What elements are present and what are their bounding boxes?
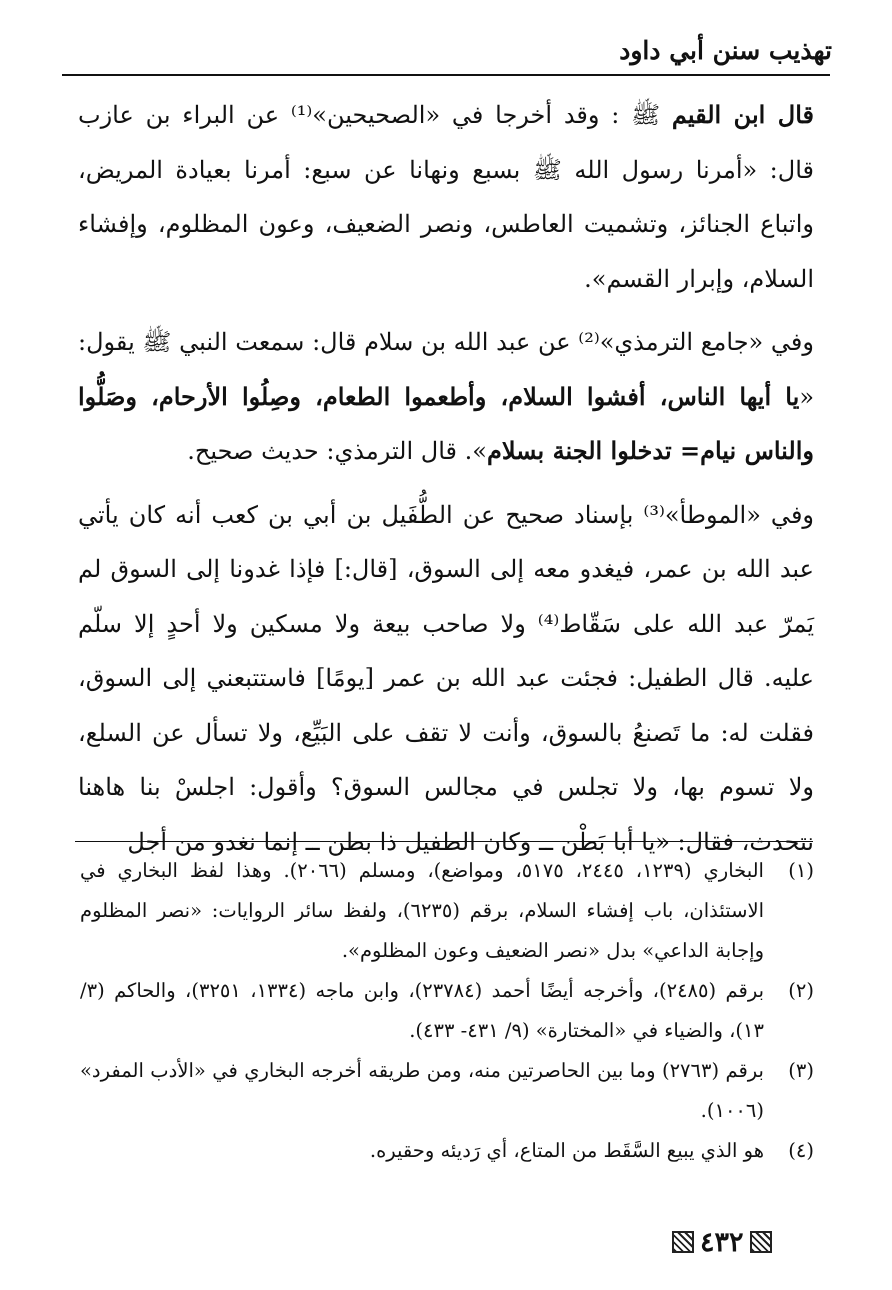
footnote-divider xyxy=(75,841,813,842)
main-text xyxy=(78,88,814,869)
footnote-number: (٣) xyxy=(788,1059,814,1082)
running-header-title: تهذيب سنن أبي داود xyxy=(619,36,832,65)
page-number: ٤٣٢ xyxy=(700,1226,744,1258)
speaker-name: قال ابن القيم xyxy=(671,100,815,129)
paragraph-2 xyxy=(78,315,814,479)
footnote-item xyxy=(80,1131,814,1171)
footnote-item xyxy=(80,851,814,971)
paragraph-1-text: : وقد أخرجا في «الصحيحين»⁽¹⁾ عن البراء بن عازب قال: «أمرنا رسول الله ﷺ بسبع ونهانا عن سبع: أمرنا بعيادة المريض، واتباع الجنائز، وتشميت العاطس، ونصر الضعيف، وعون المظلوم، وإفشاء السلام، وإبرار القسم». xyxy=(78,101,814,293)
footnote-text: البخاري (١٢٣٩، ٢٤٤٥، ٥١٧٥، ومواضع)، ومسلم (٢٠٦٦). وهذا لفظ البخاري في الاستئذان، باب إفشاء السلام، برقم (٦٢٣٥)، ولفظ سائر الروايات: «نصر المظلوم وإجابة الداعي» بدل «نصر الضعيف وعون المظلوم». xyxy=(80,859,764,962)
footnote-text: برقم (٢٤٨٥)، وأخرجه أيضًا أحمد (٢٣٧٨٤)، وابن ماجه (١٣٣٤، ٣٢٥١)، والحاكم (٣/ ١٣)، والضياء في «المختارة» (٩/ ٤٣١- ٤٣٣). xyxy=(80,979,765,1042)
footnote-item xyxy=(80,1051,814,1131)
header-divider xyxy=(62,74,830,76)
paragraph-1 xyxy=(78,88,814,306)
footnotes xyxy=(80,851,814,1171)
footnote-number: (٢) xyxy=(788,979,814,1002)
footnote-number: (٤) xyxy=(788,1139,814,1162)
footnote-item xyxy=(80,971,814,1051)
paragraph-2-intro: وفي «جامع الترمذي»⁽²⁾ عن عبد الله بن سلام قال: سمعت النبي ﷺ يقول: « xyxy=(78,328,814,411)
page-number-block xyxy=(672,1226,812,1258)
ornament-icon xyxy=(672,1231,694,1253)
paragraph-3-text: وفي «الموطأ»⁽³⁾ بإسناد صحيح عن الطُّفَيل بن أبي بن كعب أنه كان يأتي عبد الله بن عمر، فيغدو معه إلى السوق، [قال:] فإذا غدونا إلى السوق لم يَمرّ عبد الله على سَقّاط⁽⁴⁾ ولا صاحب بيعة ولا مسكين ولا أحدٍ إلا سلّم عليه. قال الطفيل: فجئت عبد الله بن عمر [يومًا] فاستتبعني إلى السوق، فقلت له: ما تَصنعُ بالسوق، وأنت لا تقف على البَيِّع، ولا تسأل عن السلع، ولا تسوم بها، ولا تجلس في مجالس السوق؟ وأقول: اجلسْ بنا هاهنا نتحدث، فقال: «يا أبا بَطْن ــ وكان الطفيل ذا بطن ــ إنما نغدو من أجل xyxy=(78,500,815,856)
ornament-icon xyxy=(750,1231,772,1253)
paragraph-3 xyxy=(78,488,814,870)
hadith-text: يا أيها الناس، أفشوا السلام، وأطعموا الطعام، وصِلُوا الأرحام، وصَلُّوا والناس نيام= تدخلوا الجنة بسلام xyxy=(78,381,814,465)
footnote-number: (١) xyxy=(788,859,814,882)
honorific-glyph: ﷺ xyxy=(619,101,672,129)
footnote-text: برقم (٢٧٦٣) وما بين الحاصرتين منه، ومن طريقه أخرجه البخاري في «الأدب المفرد» (١٠٠٦). xyxy=(80,1059,764,1122)
paragraph-2-outro: ». قال الترمذي: حديث صحيح. xyxy=(187,437,487,465)
footnote-text: هو الذي يبيع السَّقَط من المتاع، أي رَديئه وحقيره. xyxy=(369,1139,764,1162)
